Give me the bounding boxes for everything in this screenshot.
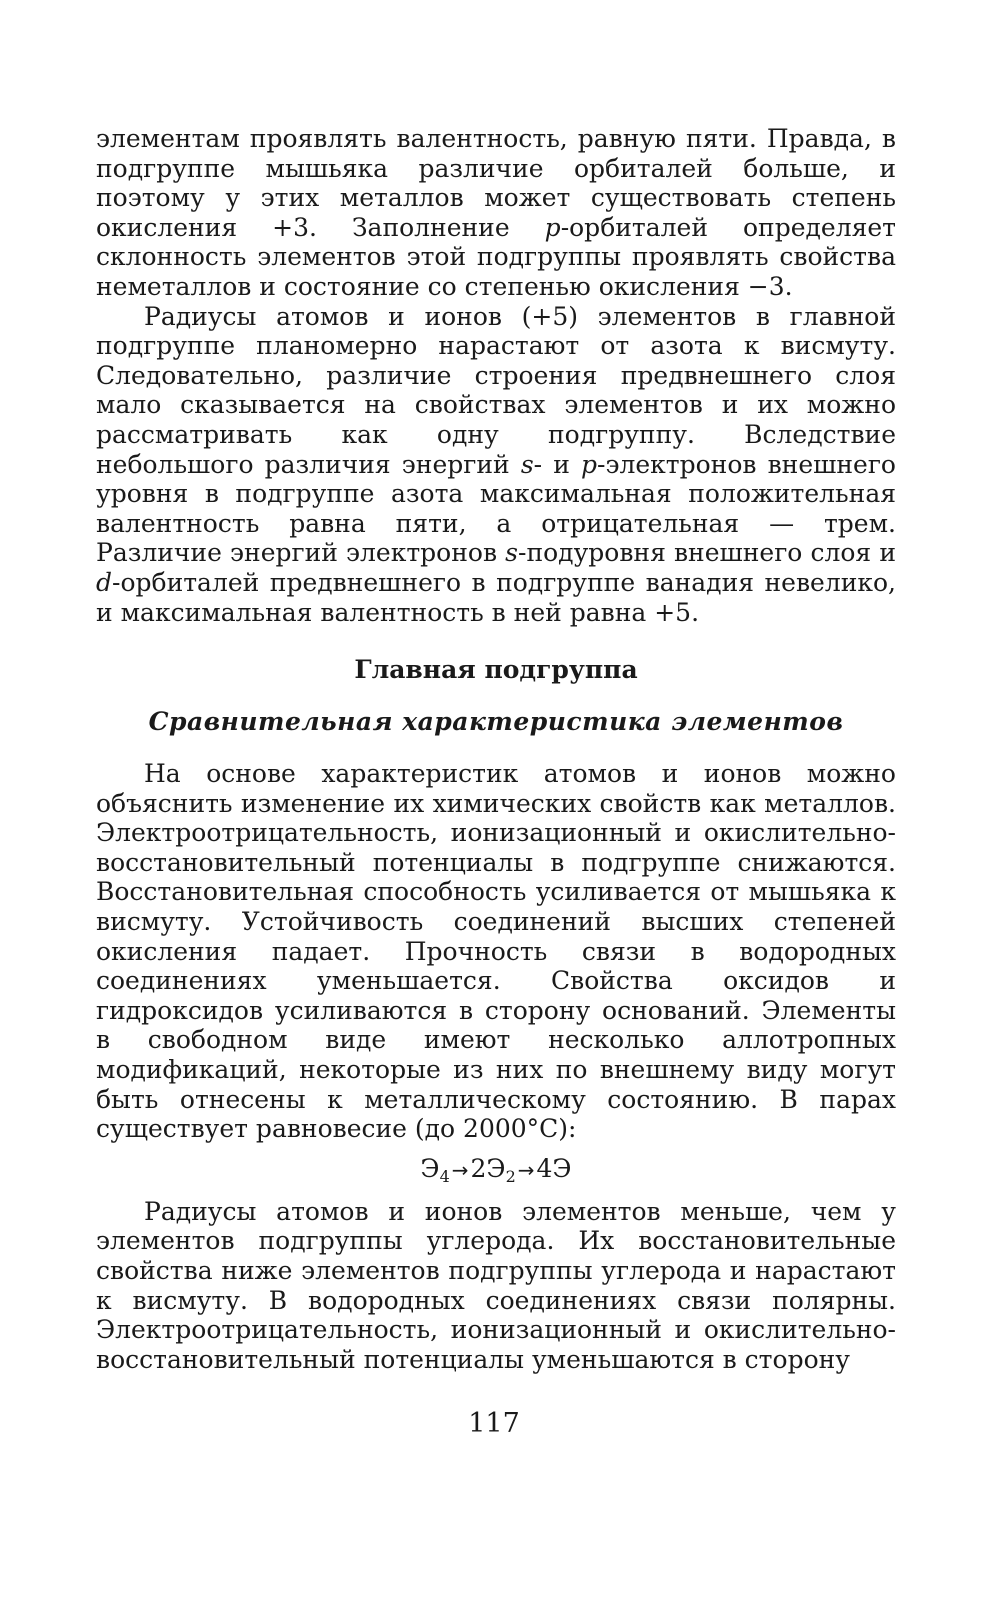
section-heading: Главная подгруппа — [354, 655, 638, 685]
variable-p: p — [581, 449, 598, 479]
paragraph-radii — [96, 302, 896, 628]
text-run: -орбиталей предвнешнего в подгруппе ванадия невелико, и максимальная валентность в ней равна +5. — [96, 567, 896, 627]
text-run: -подуровня внешнего слоя и — [518, 538, 897, 568]
formula-subscript: 4 — [439, 1166, 450, 1186]
paragraph-radii-comparison: Радиусы атомов и ионов элементов меньше, чем у элементов подгруппы углерода. Их восстановительные свойства ниже элементов подгруппы углерода и нарастают к висмуту. В водородных соединениях связи полярны. Электроотрицательность, ионизационный и окислительно-восстановительный потенциалы уменьшаются в сторону — [96, 1196, 896, 1374]
formula-subscript: 2 — [505, 1166, 516, 1186]
arrow-icon: → — [451, 1157, 469, 1182]
equilibrium-formula — [96, 1152, 896, 1187]
text-run: - и — [533, 449, 582, 479]
page-body — [96, 124, 896, 1374]
text-run: Радиусы атомов и ионов (+5) элементов в главной подгруппе планомерно нарастают от азота к висмуту. Следовательно, различие строения предвнешнего слоя мало сказывается на свойствах элементов и их можно рассматривать как одну подгруппу. Вследствие небольшого различия энергий — [96, 301, 896, 479]
formula-term: Э — [420, 1153, 440, 1183]
arrow-icon: → — [517, 1157, 535, 1182]
text-run: элементам проявлять валентность, равную пяти. Правда, в подгруппе мышьяка различие орбиталей больше, и поэтому у этих металлов может существовать степень окисления +3. Заполнение — [96, 124, 896, 242]
text-run: -электронов внешнего уровня в подгруппе азота максимальная положительная валентность равна пяти, а отрицательная — трем. Различие энергий электронов — [96, 449, 896, 568]
formula-term: 4Э — [536, 1153, 572, 1183]
paragraph-continuation — [96, 124, 896, 302]
subsection-heading: Сравнительная характеристика элементов — [148, 707, 844, 737]
page-number: 117 — [468, 1408, 520, 1439]
formula-term: 2Э — [470, 1153, 506, 1183]
variable-p: p — [544, 212, 561, 242]
variable-d: d — [96, 567, 113, 597]
paragraph-characteristics: На основе характеристик атомов и ионов можно объяснить изменение их химических свойств как металлов. Электроотрицательность, ионизационный и окислительно-восстановительный потенциалы в подгруппе снижаются. Восстановительная способность усиливается от мышьяка к висмуту. Устойчивость соединений высших степеней окисления падает. Прочность связи в водородных соединениях уменьшается. Свойства оксидов и гидроксидов усиливаются в сторону оснований. Элементы в свободном виде имеют несколько аллотропных модификаций, некоторые из них по внешнему виду могут быть отнесены к металлическому состоянию. В парах существует равновесие (до 2000°C): — [96, 759, 896, 1144]
variable-s: s — [505, 538, 519, 568]
text-run: -орбиталей определяет склонность элементов этой подгруппы проявлять свойства неметаллов и состояние со степенью окисления −3. — [96, 212, 896, 301]
variable-s: s — [520, 449, 534, 479]
